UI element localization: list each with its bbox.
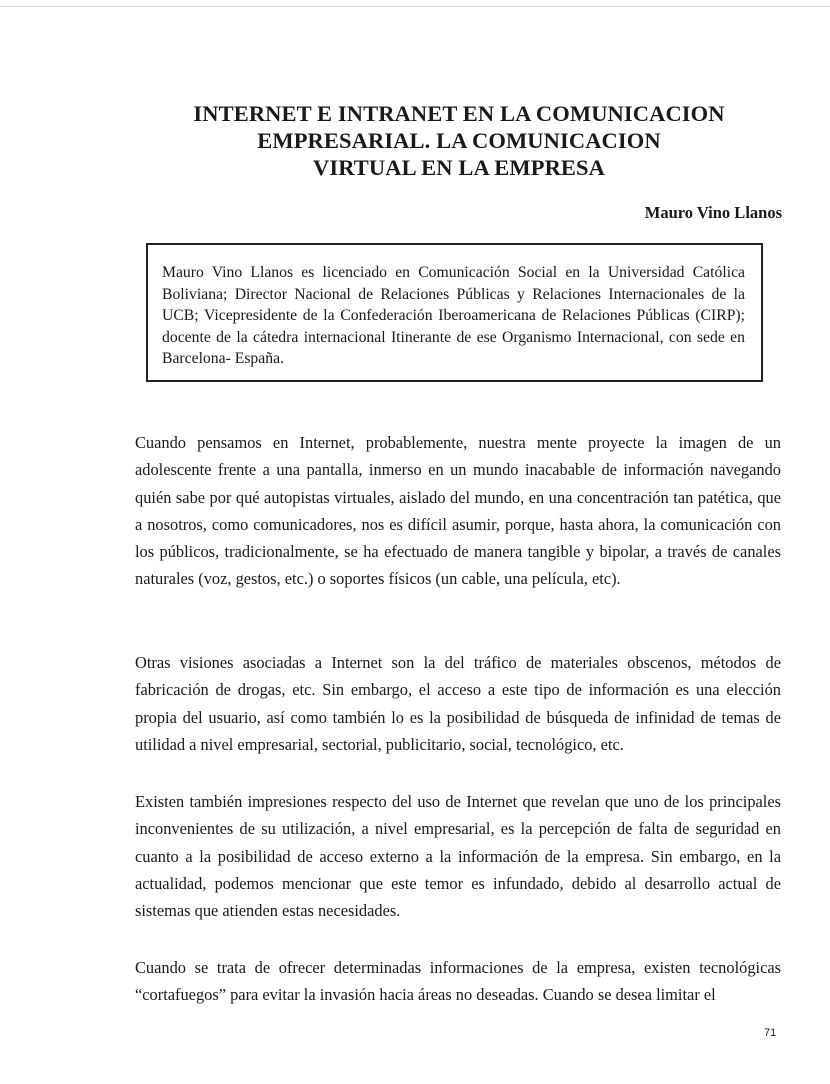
title-line-1: INTERNET E INTRANET EN LA COMUNICACION	[193, 101, 725, 126]
author-name: Mauro Vino Llanos	[644, 203, 782, 222]
author-bio-box	[146, 243, 763, 382]
page-top-rule	[0, 6, 830, 7]
article-title	[0, 100, 830, 181]
author-bio-text: Mauro Vino Llanos es licenciado en Comunicación Social en la Universidad Católica Boliviana; Director Nacional de Relaciones Públicas y Relaciones Internacionales de la UCB; Vicepresidente de la Confederación Iberoamericana de Relaciones Públicas (CIRP); docente de la cátedra internacional Itinerante de ese Organismo Internacional, con sede en Barcelona- España.	[162, 264, 745, 367]
title-line-2: EMPRESARIAL. LA COMUNICACION	[257, 128, 661, 153]
body-paragraph-2: Otras visiones asociadas a Internet son la del tráfico de materiales obscenos, métodos de fabricación de drogas, etc. Sin embargo, el acceso a este tipo de información es una elección propia del usuario, así como también lo es la posibilidad de búsqueda de infinidad de temas de utilidad a nivel empresarial, sectorial, publicitario, social, tecnológico, etc.	[135, 653, 781, 754]
page-number: 71	[764, 1027, 777, 1039]
body-paragraph-3: Existen también impresiones respecto del uso de Internet que revelan que uno de los principales inconvenientes de su utilización, a nivel empresarial, es la percepción de falta de seguridad en cuanto a la posibilidad de acceso externo a la información de la empresa. Sin embargo, en la actualidad, podemos mencionar que este temor es infundado, debido al desarrollo actual de sistemas que atienden estas necesidades.	[135, 792, 781, 921]
title-line-3: VIRTUAL EN LA EMPRESA	[313, 155, 605, 180]
body-paragraph-1: Cuando pensamos en Internet, probablemente, nuestra mente proyecte la imagen de un adolescente frente a una pantalla, inmerso en un mundo inacabable de información navegando quién sabe por qué autopistas virtuales, aislado del mundo, en una concentración tan patética, que a nosotros, como comunicadores, nos es difícil asumir, porque, hasta ahora, la comunicación con los públicos, tradicionalmente, se ha efectuado de manera tangible y bipolar, a través de canales naturales (voz, gestos, etc.) o soportes físicos (un cable, una película, etc).	[135, 433, 781, 589]
body-paragraph-4: Cuando se trata de ofrecer determinadas informaciones de la empresa, existen tecnológicas “cortafuegos” para evitar la invasión hacia áreas no deseadas. Cuando se desea limitar el	[135, 958, 781, 1005]
